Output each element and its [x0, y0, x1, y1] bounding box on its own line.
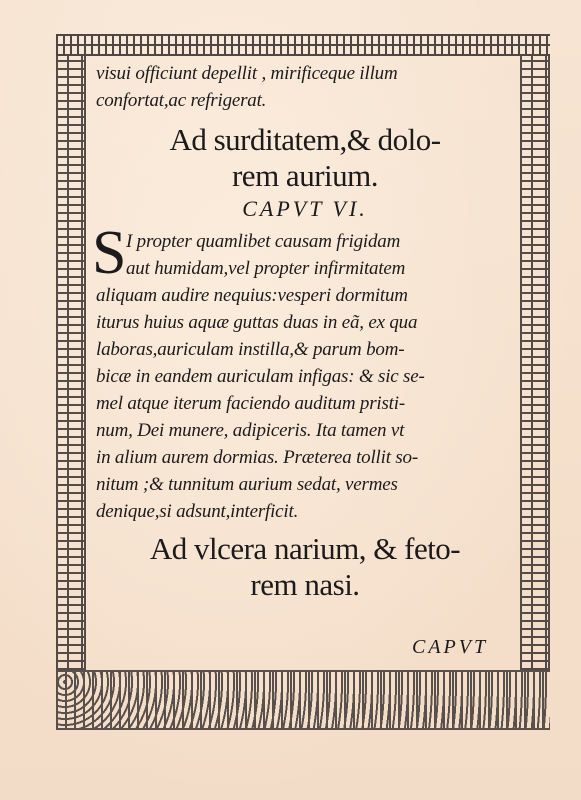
chapter-label: CAPVT VI. [242, 196, 368, 221]
catchword: CAPVT [412, 636, 489, 658]
drop-cap: S [92, 219, 127, 287]
text-line: bicæ in eandem auriculam infigas: & sic se- [96, 366, 425, 387]
section-heading-line: rem aurium. [231, 158, 378, 193]
text-line: nitum ;& tunnitum aurium sedat, vermes [96, 474, 398, 495]
text-line: denique,si adsunt,interficit. [96, 501, 299, 522]
ornamental-border-top [56, 34, 550, 56]
text-line: in alium aurem dormias. Præterea tollit so- [96, 447, 418, 468]
paragraph [92, 219, 514, 525]
text-line: aliquam audire nequius:vesperi dormitum [96, 285, 408, 306]
ornamental-border-left [56, 56, 86, 670]
section-heading-line: Ad surditatem,& dolo- [169, 122, 441, 157]
text-line: I propter quamlibet causam frigidam [126, 231, 401, 252]
section-heading-line: Ad vlcera narium, & feto- [149, 531, 461, 566]
ornamental-border-right [520, 56, 550, 670]
text-line: num, Dei munere, adipiceris. Ita tamen vt [96, 420, 405, 441]
text-line: aut humidam,vel propter infirmitatem [126, 258, 406, 279]
text-line: mel atque iterum faciendo auditum pristi- [96, 393, 405, 414]
text-line: laboras,auriculam instilla,& parum bom- [96, 339, 405, 360]
text-line: visui officiunt depellit , mirificeque illum [96, 63, 398, 84]
section-heading-line: rem nasi. [250, 567, 360, 602]
page-text [92, 60, 514, 603]
text-line: confortat,ac refrigerat. [96, 90, 267, 111]
text-line: iturus huius aquæ guttas duas in eã, ex qua [96, 312, 418, 333]
ornamental-border-bottom [56, 670, 550, 730]
